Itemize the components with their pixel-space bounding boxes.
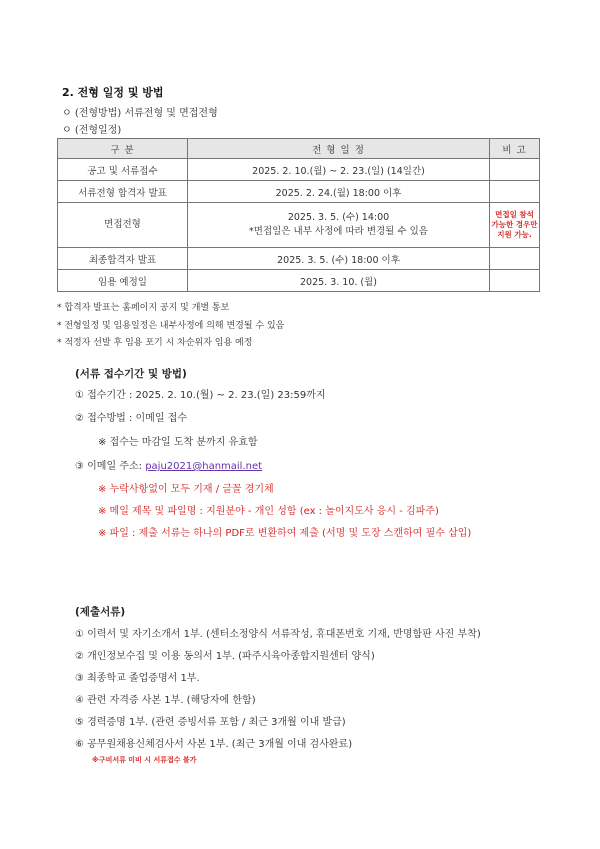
table-row (58, 248, 540, 270)
document-item: ② 개인정보수집 및 이용 동의서 1부. (파주시육아종합지원센터 양식) (75, 651, 375, 662)
row-category: 서류전형 합격자 발표 (58, 181, 188, 203)
row-date: 2025. 3. 5. (수) 18:00 이후 (188, 248, 490, 270)
row-date-cell (188, 203, 490, 248)
document-item: ⑥ 공무원채용신체검사서 사본 1부. (최근 3개월 이내 검사완료) (75, 739, 353, 750)
table-row (58, 203, 540, 248)
warning-line: ※ 메일 제목 및 파일명 : 지원분야 - 개인 성함 (ex : 놀이지도사 응시 - 김파주) (98, 506, 439, 517)
row-date: 2025. 3. 5. (수) 14:00 (287, 212, 390, 223)
documents-title: (제출서류) (75, 606, 126, 618)
header-schedule: 전 형 일 정 (188, 139, 490, 159)
document-item: ④ 관련 자격증 사본 1부. (해당자에 한함) (75, 695, 256, 706)
row-note (490, 248, 540, 270)
application-method: ② 접수방법 : 이메일 접수 (75, 413, 187, 424)
application-period: ① 접수기간 : 2025. 2. 10.(월) ~ 2. 23.(일) 23:59까지 (75, 390, 326, 401)
row-note (490, 270, 540, 292)
email-label: ③ 이메일 주소: (75, 461, 142, 472)
remark-line: 지원 가능. (497, 230, 532, 239)
note-line: * 적정자 선발 후 임용 포기 시 차순위자 임용 예정 (57, 338, 253, 348)
row-category: 면접전형 (58, 203, 188, 248)
bullet-method: ㅇ (전형방법) 서류전형 및 면접전형 (62, 108, 218, 119)
row-note (490, 181, 540, 203)
document-item: ① 이력서 및 자기소개서 1부. (센터소정양식 서류작성, 휴대폰번호 기재, 반명함판 사진 부착) (75, 629, 481, 640)
warning-line: ※ 누락사항없이 모두 기재 / 글꼴 경기체 (98, 484, 274, 495)
remark-line: 면접일 참석 (495, 210, 534, 219)
schedule-table (57, 138, 540, 292)
remark-line: 가능한 경우만 (491, 220, 538, 229)
row-date: 2025. 3. 10. (월) (188, 270, 490, 292)
row-date: 2025. 2. 10.(월) ~ 2. 23.(일) (14일간) (188, 159, 490, 181)
email-link[interactable]: paju2021@hanmail.net (145, 461, 263, 472)
document-item: ⑤ 경력증명 1부. (관련 증빙서류 포함 / 최근 3개월 이내 발급) (75, 717, 346, 728)
row-date-note: *면접일은 내부 사정에 따라 변경될 수 있음 (249, 226, 428, 237)
table-header-row (58, 139, 540, 159)
table-row (58, 159, 540, 181)
application-method-note: ※ 접수는 마감일 도착 분까지 유효함 (98, 437, 258, 448)
row-note (490, 203, 540, 248)
warning-line: ※ 파일 : 제출 서류는 하나의 PDF로 변환하여 제출 (서명 및 도장 스캔하여 필수 삽입) (98, 528, 472, 539)
table-row (58, 270, 540, 292)
header-category: 구 분 (58, 139, 188, 159)
document-item: ③ 최종학교 졸업증명서 1부. (75, 673, 200, 684)
section-title: 2. 전형 일정 및 방법 (62, 86, 164, 99)
note-line: * 합격자 발표는 홈페이지 공지 및 개별 통보 (57, 303, 230, 313)
header-remarks: 비 고 (490, 139, 540, 159)
row-category: 공고 및 서류접수 (58, 159, 188, 181)
documents-footnote: ※구비서류 미비 시 서류접수 불가 (92, 756, 197, 764)
email-row (75, 457, 262, 472)
row-date: 2025. 2. 24.(월) 18:00 이후 (188, 181, 490, 203)
row-category: 최종합격자 발표 (58, 248, 188, 270)
application-title: (서류 접수기간 및 방법) (75, 368, 187, 380)
table-row (58, 181, 540, 203)
row-category: 임용 예정일 (58, 270, 188, 292)
row-note (490, 159, 540, 181)
bullet-schedule: ㅇ (전형일정) (62, 125, 122, 136)
note-line: * 전형일정 및 임용일정은 내부사정에 의해 변경될 수 있음 (57, 321, 285, 331)
